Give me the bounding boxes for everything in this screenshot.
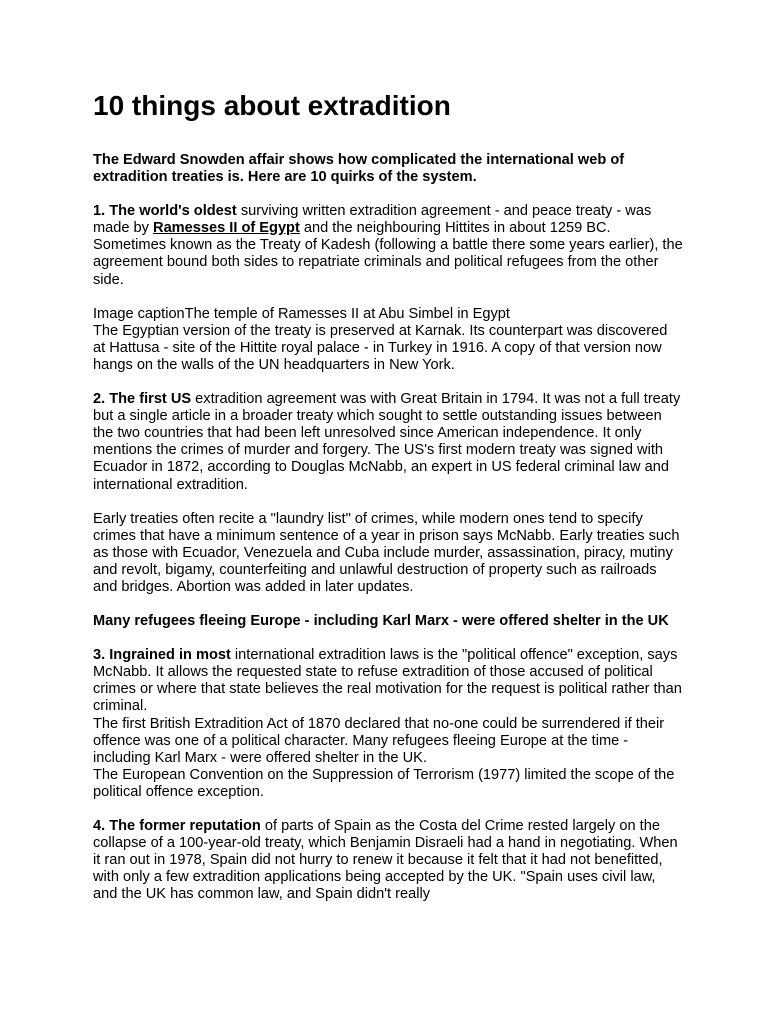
item-1-lead: 1. The world's oldest [93, 203, 237, 220]
intro-text: The Edward Snowden affair shows how complicated the international web of extradition treaties is. Here are 10 quirks of the system. [93, 152, 625, 186]
item-2-paragraph [93, 391, 683, 494]
article-body [93, 152, 683, 903]
item-2b-paragraph: Early treaties often recite a "laundry list" of crimes, while modern ones tend to specify crimes that have a minimum sentence of a year in prison says McNabb. Early treaties such as those with Ecuador, Venezuela and Cuba include murder, assassination, piracy, mutiny and revolt, bigamy, counterfeiting and unlawful destruction of property such as railroads and bridges. Abortion was added in later updates. [93, 510, 680, 595]
pull-quote [93, 613, 683, 630]
item-3c-paragraph: The European Convention on the Suppression of Terrorism (1977) limited the scope of the political offence exception. [93, 766, 675, 800]
pull-quote-text: Many refugees fleeing Europe - including Karl Marx - were offered shelter in the UK [93, 613, 669, 630]
item-1-paragraph [93, 203, 683, 288]
item-2-lead: 2. The first US [93, 391, 192, 408]
item-2-text: extradition agreement was with Great Britain in 1794. It was not a full treaty but a single article in a broader treaty which sought to settle outstanding issues between the two countries that had been left unresolved since American independence. It only mentions the crimes of murder and forgery. The US's first modern treaty was signed with Ecuador in 1872, according to Douglas McNabb, an expert in US federal criminal law and international extradition. [93, 391, 681, 493]
ramesses-link[interactable]: Ramesses II of Egypt [153, 220, 300, 237]
page-title: 10 things about extradition [93, 90, 451, 121]
item-1-text-a: surviving written extradition agreement - and peace treaty - was made by [93, 203, 652, 237]
item-3b-paragraph: The first British Extradition Act of 1870 declared that no-one could be surrendered if their offence was one of a political character. Many refugees fleeing Europe at the time - including Karl Marx - were offered shelter in the UK. [93, 715, 665, 766]
item-1b-paragraph: The Egyptian version of the treaty is preserved at Karnak. Its counterpart was discovered at Hattusa - site of the Hittite royal palace - in Turkey in 1916. A copy of that version now hangs on the walls of the UN headquarters in New York. [93, 322, 668, 373]
item-1-text-b: and the neighbouring Hittites in about 1259 BC. Sometimes known as the Treaty of Kadesh (following a battle there some years earlier), the agreement bound both sides to repatriate criminals and political refugees from the other side. [93, 220, 683, 288]
item-3-paragraph [93, 647, 683, 715]
item-4-paragraph [93, 818, 683, 903]
item-4-text: of parts of Spain as the Costa del Crime rested largely on the collapse of a 100-year-old treaty, which Benjamin Disraeli had a hand in negotiating. When it ran out in 1978, Spain did not hurry to renew it because it felt that it had not benefitted, with only a few extradition applications being accepted by the UK. "Spain uses civil law, and the UK has common law, and Spain didn't really [93, 818, 678, 903]
image-caption: Image captionThe temple of Ramesses II at Abu Simbel in Egypt [93, 305, 510, 322]
item-4-lead: 4. The former reputation [93, 818, 261, 834]
item-3-text: international extradition laws is the "political offence" exception, says McNabb. It allows the requested state to refuse extradition of those accused of political crimes or where that state believes the real motivation for the request is political rather than criminal. [93, 647, 682, 715]
intro-paragraph [93, 152, 683, 186]
item-3-lead: 3. Ingrained in most [93, 647, 231, 664]
